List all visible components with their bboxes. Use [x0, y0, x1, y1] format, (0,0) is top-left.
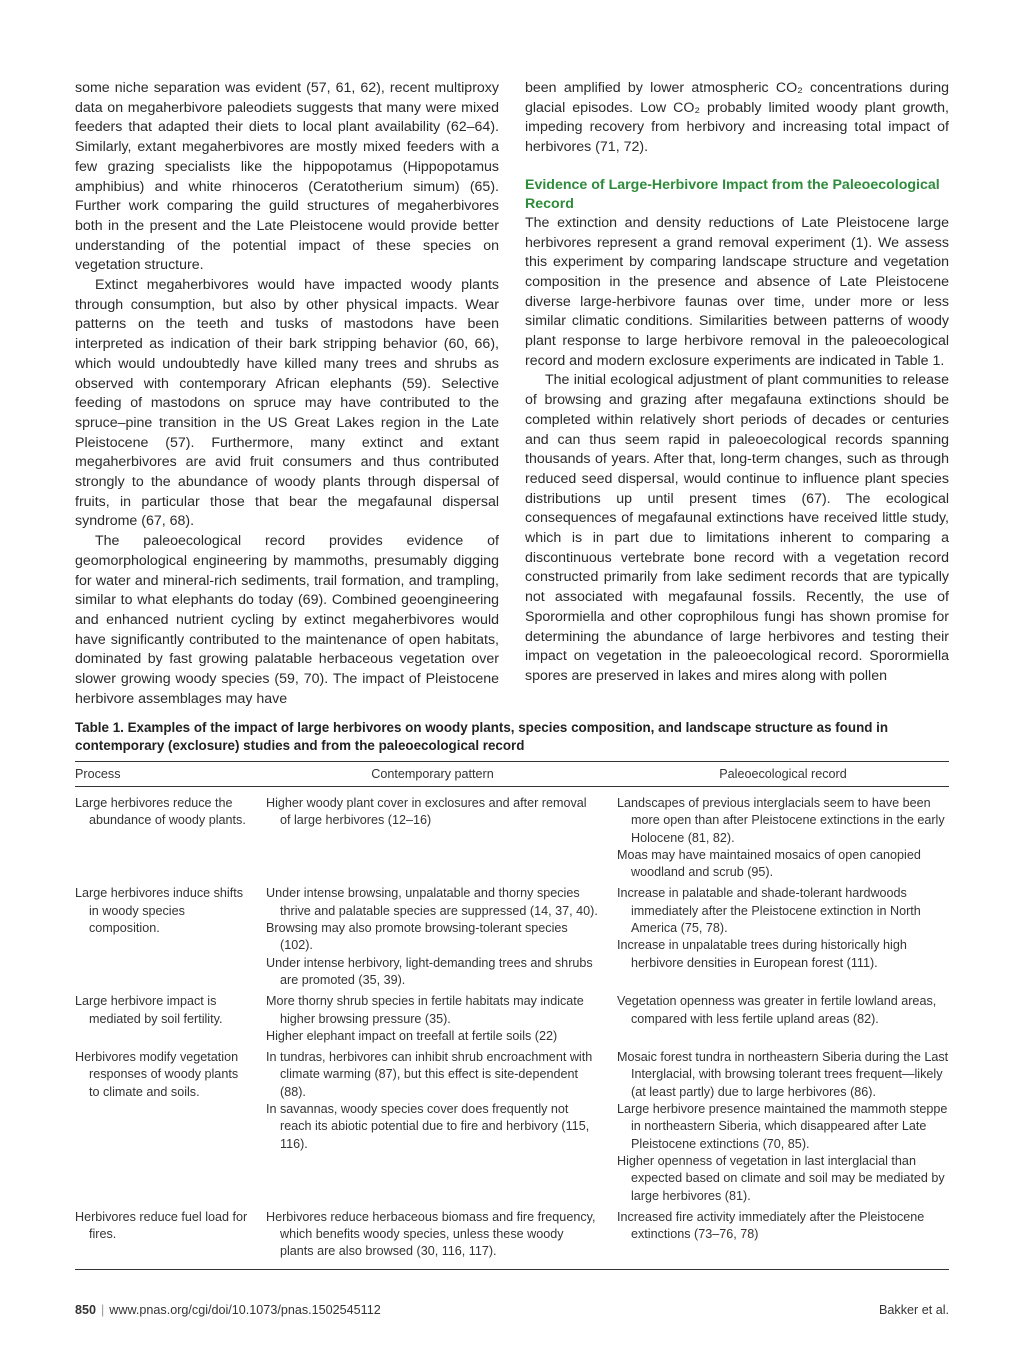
right-column [525, 79, 949, 687]
doi-link[interactable]: www.pnas.org/cgi/doi/10.1073/pnas.1502545112 [109, 1303, 381, 1317]
header-process: Process [75, 767, 121, 781]
paleo-item: Vegetation openness was greater in fertile lowland areas, compared with less fertile upland areas (82). [617, 994, 937, 1026]
page-footer [75, 1302, 949, 1318]
contemporary-item: Browsing may also promote browsing-tolerant species (102). [266, 921, 568, 953]
table-row [75, 795, 949, 881]
footer-separator: | [101, 1303, 105, 1317]
page-number: 850 [75, 1303, 97, 1317]
contemporary-item: Under intense herbivory, light-demanding trees and shrubs are promoted (35, 39). [266, 955, 593, 987]
left-paragraph-1: some niche separation was evident (57, 61, 62), recent multiproxy data on megaherbivore paleodiets suggests that many were mixed feeders that adapted their diets to local plant availability (62–64). Similarly, extant megaherbivores are mostly mixed feeders with a few grazing specialists like the hippopotamus (Hippopotamus amphibius) and white rhinoceros (Ceratotherium simum) (65). Further work comparing the guild structures of megaherbivores both in the present and the Late Pleistocene would provide better understanding of the potential impact of these species on vegetation structure. [75, 80, 499, 274]
right-paragraph-2: The extinction and density reductions of Late Pleistocene large herbivores represent a grand removal experiment (1). We assess this experiment by comparing landscape structure and vegetation composition in the presence and absence of Late Pleistocene diverse large-herbivore faunas over time, under more or less similar climatic conditions. Similarities between patterns of woody plant response to large herbivore removal in the paleoecological record and modern exclosure experiments are indicated in Table 1. [525, 214, 949, 369]
table-1 [75, 719, 949, 1270]
left-column [75, 79, 499, 710]
table-row [75, 1209, 949, 1261]
section-heading: Evidence of Large-Herbivore Impact from the Paleoecological Record [525, 176, 940, 212]
table-caption: Table 1. Examples of the impact of large herbivores on woody plants, species composition, and landscape structure as found in contemporary (exclosure) studies and from the paleoecological record [75, 720, 889, 753]
contemporary-item: Herbivores reduce herbaceous biomass and fire frequency, which benefits woody species, unless these woody plants are also browsed (30, 116, 117). [266, 1209, 596, 1259]
process-cell: Herbivores reduce fuel load for fires. [75, 1209, 248, 1242]
process-cell: Large herbivores reduce the abundance of woody plants. [75, 796, 246, 828]
contemporary-item: More thorny shrub species in fertile habitats may indicate higher browsing pressure (35). [266, 994, 584, 1026]
process-cell: Herbivores modify vegetation responses of woody plants to climate and soils. [75, 1050, 239, 1099]
process-cell: Large herbivores induce shifts in woody species composition. [75, 886, 244, 936]
header-contemporary: Contemporary pattern [371, 767, 494, 781]
contemporary-item: In savannas, woody species cover does frequently not reach its abiotic potential due to fire and herbivory (115, 116). [266, 1102, 590, 1151]
paleo-item: Increased fire activity immediately after the Pleistocene extinctions (73–76, 78) [617, 1209, 925, 1242]
table-body [75, 787, 949, 1270]
paleo-item: Increase in palatable and shade-tolerant hardwoods immediately after the Pleistocene extinction in North America (75, 78). [617, 886, 921, 936]
table-row [75, 885, 949, 989]
right-paragraph-3: The initial ecological adjustment of plant communities to release of browsing and grazing after megafauna extinctions should be completed within relatively short periods of decades or centuries and can thus seem rapid in paleoecological records spanning thousands of years. After that, long-term changes, such as through reduced seed dispersal, would continue to influence plant species distributions up until present times (67). The ecological consequences of megafaunal extinctions have received little study, which is in part due to limitations inherent to comparing a discontinuous vertebrate bone record with a vegetation record constructed primarily from lake sediment records that are typically not associated with megafaunal fossils. Recently, the use of Sporormiella and other coprophilous fungi has shown promise for determining the abundance of large herbivores and testing their impact on vegetation in the paleoecological record. Sporormiella spores are preserved in lakes and mires along with pollen [525, 372, 949, 684]
paleo-item: Higher openness of vegetation in last interglacial than expected based on climate and soil may be mediated by large herbivores (81). [617, 1153, 945, 1203]
contemporary-item: Higher woody plant cover in exclosures and after removal of large herbivores (12–16) [266, 796, 587, 828]
paleo-item: Mosaic forest tundra in northeastern Siberia during the Last Interglacial, with browsing tolerant trees frequent—likely (at least partly) due to large herbivores (86). [617, 1050, 949, 1099]
paleo-item: Moas may have maintained mosaics of open canopied woodland and scrub (95). [617, 847, 921, 880]
process-cell: Large herbivore impact is mediated by soil fertility. [75, 994, 223, 1026]
left-paragraph-3: The paleoecological record provides evidence of geomorphological engineering by mammoths, presumably digging for water and mineral-rich sediments, trail formation, and trampling, similar to what elephants do today (69). Combined geoengineering and enhanced nutrient cycling by extinct megaherbivores would have significantly contributed to the maintenance of open habitats, dominated by fast growing palatable herbaceous vegetation over slower growing woody species (59, 70). The impact of Pleistocene herbivore assemblages may have [75, 533, 499, 707]
contemporary-item: In tundras, herbivores can inhibit shrub encroachment with climate warming (87), but this effect is site-dependent (88). [266, 1050, 593, 1099]
header-paleo: Paleoecological record [719, 767, 847, 781]
paleo-item: Landscapes of previous interglacials seem to have been more open than after Pleistocene extinctions in the early Holocene (81, 82). [617, 796, 945, 845]
contemporary-item: Under intense browsing, unpalatable and thorny species thrive and palatable species are suppressed (14, 37, 40). [266, 886, 598, 918]
paleo-item: Increase in unpalatable trees during historically high herbivore densities in European forest (111). [617, 938, 907, 970]
table-row [75, 1049, 949, 1205]
contemporary-item: Higher elephant impact on treefall at fertile soils (22) [266, 1028, 558, 1043]
paleo-item: Large herbivore presence maintained the mammoth steppe in northeastern Siberia, which disappeared after Late Pleistocene extinctions (70, 85). [617, 1102, 948, 1151]
table-row [75, 993, 949, 1045]
footer-authors: Bakker et al. [879, 1303, 949, 1317]
table-header [75, 761, 949, 787]
left-paragraph-2: Extinct megaherbivores would have impacted woody plants through consumption, but also by other physical impacts. Wear patterns on the teeth and tusks of mastodons have been interpreted as indication of their bark stripping behavior (60, 66), which would undoubtedly have killed many trees and shrubs as observed with contemporary African elephants (59). Selective feeding of mastodons on spruce may have contributed to the spruce–pine transition in the US Great Lakes region in the Late Pleistocene (57). Furthermore, many extinct and extant megaherbivores are avid fruit consumers and thus contributed strongly to the abundance of woody plants through dispersal of fruits, in particular those that bear the megafaunal dispersal syndrome (67, 68). [75, 277, 499, 530]
right-paragraph-1: been amplified by lower atmospheric CO₂ concentrations during glacial episodes. Low CO₂ probably limited woody plant growth, impeding recovery from herbivory and increasing total impact of herbivores (71, 72). [525, 80, 949, 156]
